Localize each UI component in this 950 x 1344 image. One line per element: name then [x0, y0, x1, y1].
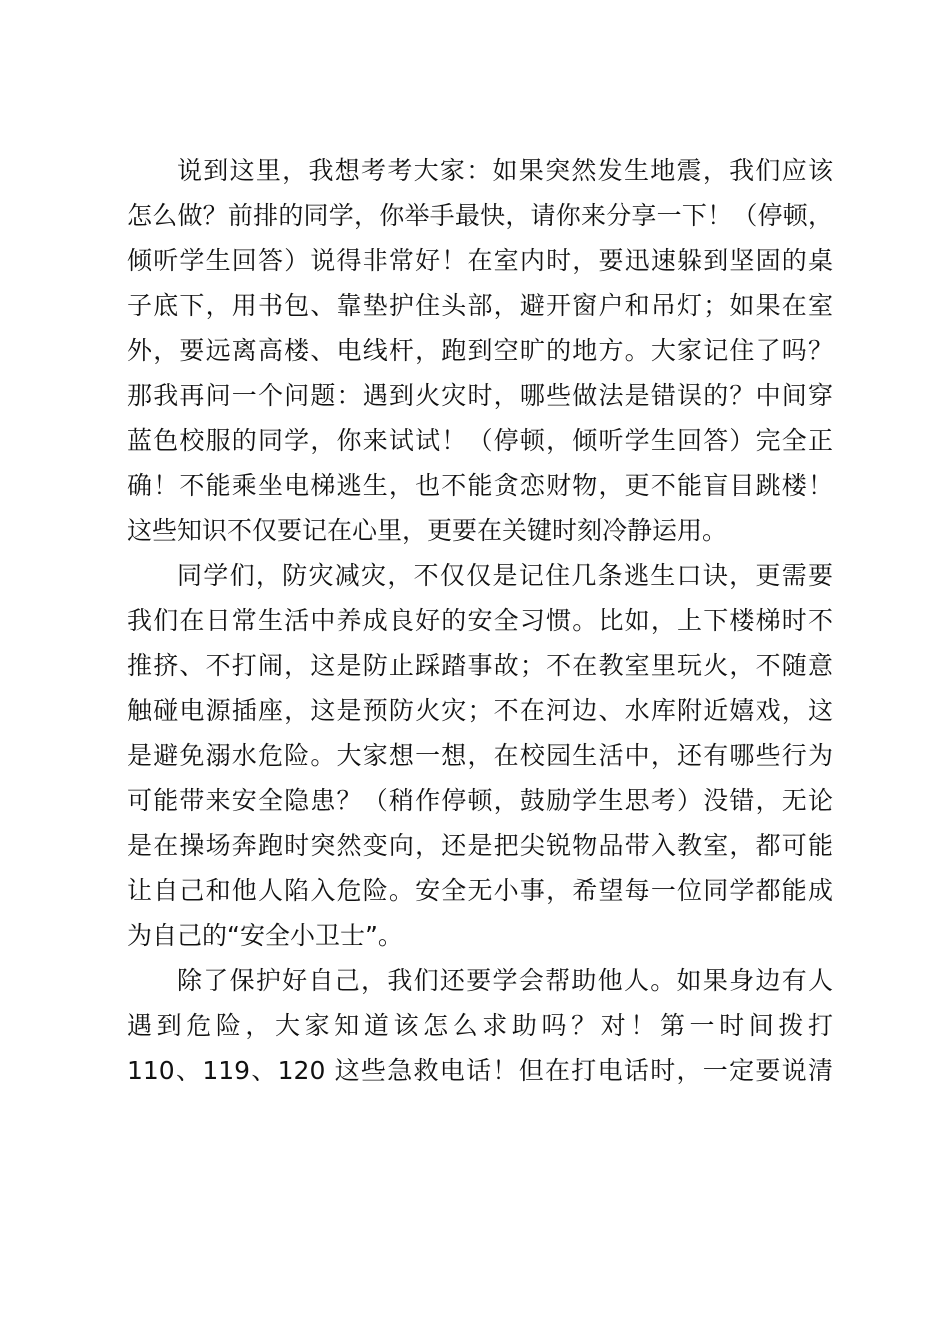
paragraph-3-line-3: 110、119、120 这些急救电话！但在打电话时，一定要说清	[127, 1056, 833, 1085]
paragraph-2-line-9: 为自己的“安全小卫士”。	[127, 921, 403, 950]
paragraph-1-line-4: 子底下，用书包、靠垫护住头部，避开窗户和吊灯；如果在室	[127, 291, 833, 320]
paragraph-1-line-5: 外，要远离高楼、电线杆，跑到空旷的地方。大家记住了吗？	[127, 336, 833, 365]
body-text	[127, 148, 833, 1093]
paragraph-1-line-1: 说到这里，我想考考大家：如果突然发生地震，我们应该	[177, 156, 833, 185]
paragraph-2-line-4: 触碰电源插座，这是预防火灾；不在河边、水库附近嬉戏，这	[127, 696, 833, 725]
paragraph-1-line-7: 蓝色校服的同学，你来试试！（停顿，倾听学生回答）完全正	[127, 426, 833, 455]
paragraph-3-line-1: 除了保护好自己，我们还要学会帮助他人。如果身边有人	[177, 966, 833, 995]
paragraph-2-line-1: 同学们，防灾减灾，不仅仅是记住几条逃生口诀，更需要	[177, 561, 833, 590]
paragraph-2-line-6: 可能带来安全隐患？（稍作停顿，鼓励学生思考）没错，无论	[127, 786, 833, 815]
paragraph-2-line-2: 我们在日常生活中养成良好的安全习惯。比如，上下楼梯时不	[127, 606, 833, 635]
paragraph-2-line-5: 是避免溺水危险。大家想一想，在校园生活中，还有哪些行为	[127, 741, 833, 770]
paragraph-1-line-8: 确！不能乘坐电梯逃生，也不能贪恋财物，更不能盲目跳楼！	[127, 471, 833, 500]
paragraph-3-line-2: 遇到危险，大家知道该怎么求助吗？对！第一时间拨打	[127, 1011, 833, 1040]
paragraph-1-line-9: 这些知识不仅要记在心里，更要在关键时刻冷静运用。	[127, 516, 728, 545]
paragraph-1-line-2: 怎么做？前排的同学，你举手最快，请你来分享一下！（停顿，	[127, 201, 833, 230]
paragraph-1-line-6: 那我再问一个问题：遇到火灾时，哪些做法是错误的？中间穿	[127, 381, 833, 410]
paragraph-2-line-8: 让自己和他人陷入危险。安全无小事，希望每一位同学都能成	[127, 876, 833, 905]
paragraph-2-line-3: 推挤、不打闹，这是防止踩踏事故；不在教室里玩火，不随意	[127, 651, 833, 680]
paragraph-2-line-7: 是在操场奔跑时突然变向，还是把尖锐物品带入教室，都可能	[127, 831, 833, 860]
paragraph-1-line-3: 倾听学生回答）说得非常好！在室内时，要迅速躲到坚固的桌	[127, 246, 833, 275]
